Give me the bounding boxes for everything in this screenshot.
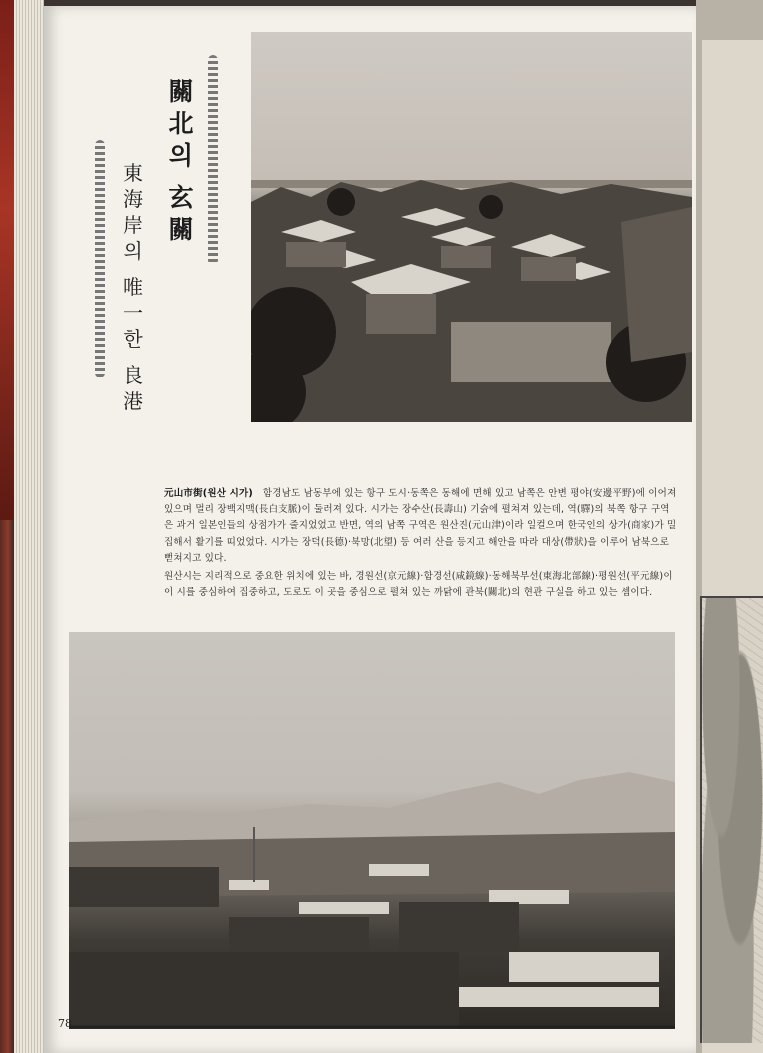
photo-wonsan-rooftops [251,32,692,422]
facing-page-map-fragment [700,596,763,1043]
caption-paragraph-2: 원산시는 지리적으로 중요한 위치에 있는 바, 경원선(京元線)·함경선(咸鏡線)·동해북부선(東海北部線)·평원선(平元線)이 이 시를 중심하여 집중하고, 도로도 이 곳을 중심으로 펼쳐 있는 까닭에 관북(關北)의 현관 구실을 하고 있는 셈이다. [164,571,673,599]
caption-lead-title: 元山市街(원산 시가) [164,488,253,499]
ornament-vine-right [208,55,218,265]
page-subtitle [118,160,148,414]
ornament-vine-left [95,140,105,378]
caption-paragraph-1-text: 함경남도 남동부에 있는 항구 도시·동쪽은 동해에 면해 있고 남쪽은 안변 평야(安邊平野)에 이어져 있으며 멀리 장백지맥(長白支脈)이 둘러져 있다. 시가는 장수산(長壽山) 기슭에 펼쳐져 있는데, 역(驛)의 북쪽 항구 구역은 과거 일본인들의 상점가가 줄지었었고 반면, 역의 남쪽 구역은 원산진(元山津)이라 일컬으며 한국인의 상가(商家)가 밀집해서 활기를 띠었었다. 시가는 장덕(長德)·북망(北望) 등 여러 산을 등지고 해안을 따라 대상(帶狀)을 이루어 남북으로 뻗쳐지고 있다. [164,488,677,564]
page-title [164,76,198,246]
page-stack-edge [14,0,44,1053]
page-subtitle-line-2: 唯一한 [123,275,143,351]
photo-wonsan-panorama [69,632,675,1029]
caption-paragraph-1 [164,486,678,567]
photo-caption [164,486,678,601]
page-title-line-1: 關北의 [168,77,194,170]
page-subtitle-line-3: 良港 [123,363,143,413]
page-title-line-2: 玄關 [168,183,194,244]
book-cover-edge [0,0,14,520]
page-subtitle-line-1: 東海岸의 [123,161,143,263]
page-number: 78 [58,1017,72,1030]
